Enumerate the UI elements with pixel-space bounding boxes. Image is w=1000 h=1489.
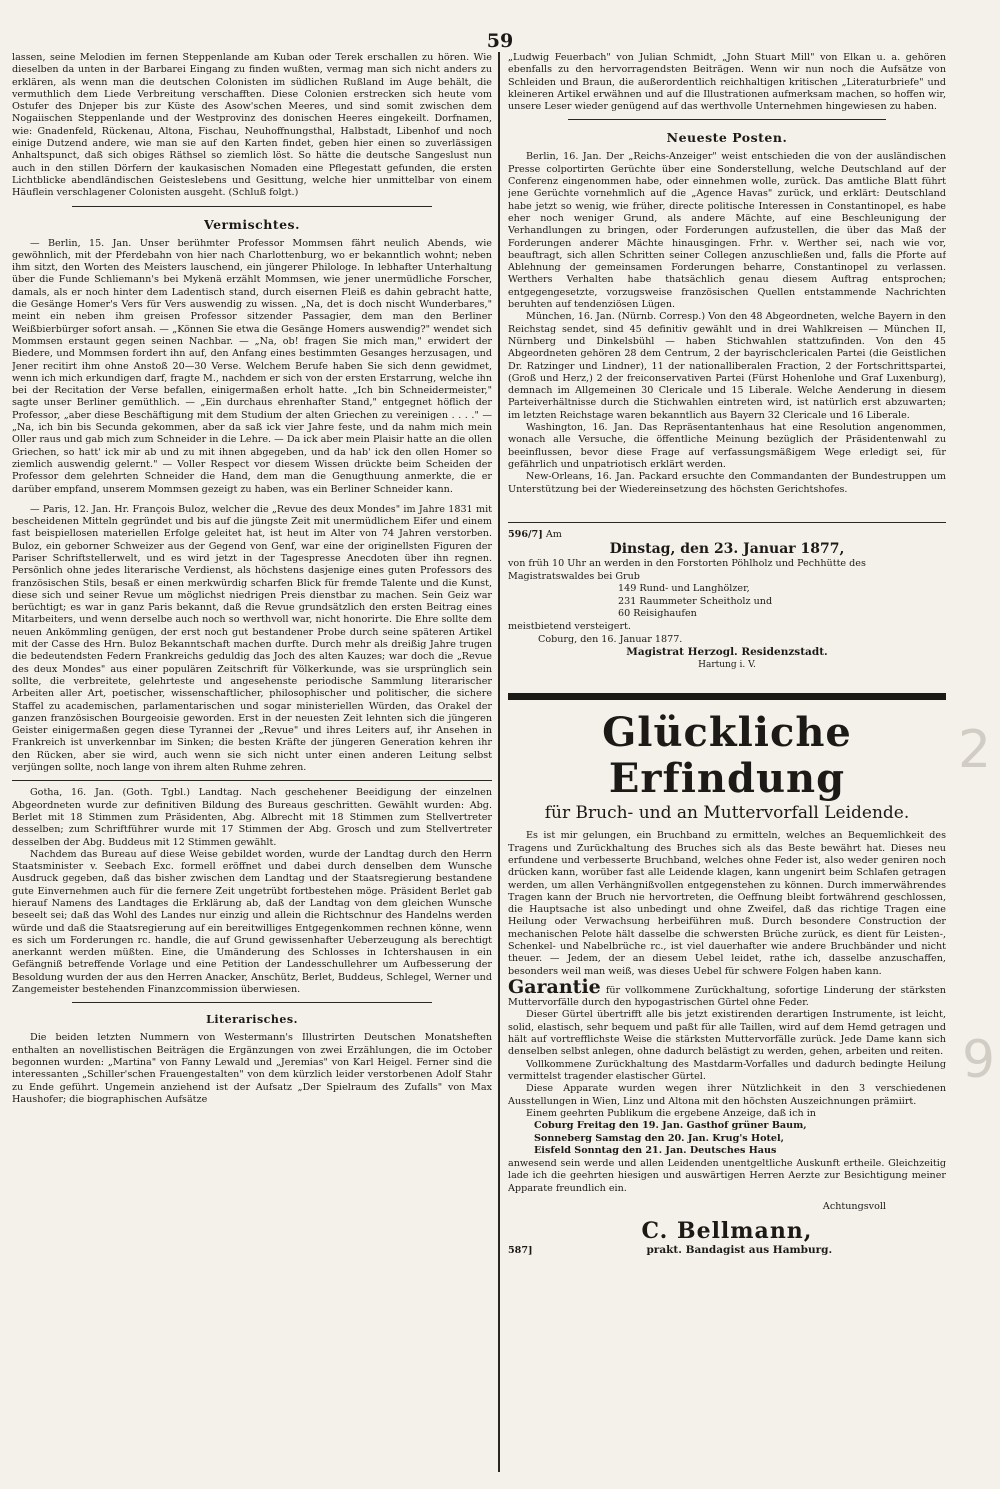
section-heading-literarisches: Literarisches. bbox=[206, 1013, 298, 1027]
ad-garantie-text: für vollkommene Zurückhaltung, sofortige Linderung der stärksten Muttervorfälle durch den hypogastrischen Gürtel ohne Feder. bbox=[508, 984, 946, 1009]
ad-stop: Sonneberg Samstag den 20. Jan. Krug's Hotel, bbox=[534, 1132, 784, 1144]
margin-handwriting: 2 bbox=[958, 720, 992, 780]
ad-garantie-line bbox=[508, 975, 946, 1010]
ad-signature-row bbox=[508, 1244, 946, 1256]
divider bbox=[12, 780, 492, 781]
auction-notice bbox=[508, 529, 946, 672]
ad-signature-name: C. Bellmann, bbox=[641, 1217, 813, 1244]
notice-signed: Hartung i. V. bbox=[698, 659, 756, 670]
margin-handwriting: 9 bbox=[962, 1030, 996, 1090]
news-berlin: Berlin, 16. Jan. Der „Reichs-Anzeiger" weist entschieden die von der ausländischen Presse colportirten Gerüchte über eine Sonderstellung, welche Deutschland auf der Conferenz eingenommen habe, oder einnehmen wolle, zurück. Das amtliche Blatt führt jene Gerüchte vornehmlich auf die „Agence Havas" zurück, und erklärt: Deutschland habe jetzt so wenig, wie früher, directe politische Interessen in Constantinopel, es habe eher noch weniger Grund, als andere Mächte, auf eine Beschleunigung der Verhandlungen zu bringen, oder Forderungen aufzustellen, die über das Maß der Forderungen anderer Mächte hinausgingen. Frhr. v. Werther sei, nach wie vor, beauftragt, sich allen Schritten seiner Collegen anzuschließen und, falls die Pforte auf Ablehnung der gemeinsamen Forderungen beharre, Constantinopel zu verlassen. Werthers Verhalten habe thatsächlich genau diesem Auftrag entsprochen; entgegengesetzte, vorzugsweise französischen Quellen entstammende Nachrichten beruhten auf tendenziösen Lügen. bbox=[508, 151, 946, 311]
page-number: 59 bbox=[486, 30, 514, 52]
article-gotha-landtag-2: Nachdem das Bureau auf diese Weise gebildet worden, wurde der Landtag durch den Herrn Staatsminister v. Seebach Exc. formell eröffnet und dabei durch denselben dem Wunsche Ausdruck gegeben, daß das bisher zwischen dem Landtag und der Staatsregierung bestandene gute Einvernehmen auch für die fernere Zeit ungetrübt fortbestehen möge. Präsident Berlet gab hierauf Namens des Landtages die Erklärung ab, daß der Landtag von dem gleichen Wunsche beseelt sei; daß das Wohl des Landes nur einzig und allein die Richtschnur des Handelns werden würde und daß die Staatsregierung auf ein bereitwilliges Entgegenkommen rechnen könne, wenn es sich um Forderungen rc. handle, die auf Grund gewissenhafter Ueberzeugung als berechtigt anerkannt werden müßten. Eine, die Umänderung des Schlosses in Ichtershausen in ein Gefängniß betreffende Vorlage und eine Petition der Landesschullehrer um Aufbesserung der Besoldung wurden der aus den Herren Anacker, Anschütz, Berlet, Buddeus, Schlegel, Werner und Zangemeister bestehenden Finanzcommission überwiesen. bbox=[12, 848, 492, 996]
notice-items bbox=[508, 583, 946, 621]
ad-paragraph: Es ist mir gelungen, ein Bruchband zu ermitteln, welches an Bequemlichkeit des Tragens und Zurückhaltung des Bruches sich als das Beste bewährt hat. Dieses neu erfundene und verbesserte Bruchband, welches ohne Feder ist, also weder geniren noch drücken kann, worüber fast alle Leidende klagen, kann ungenirt beim Schlafen getragen werden, um allen Verhängnißvollen entgegenstehen zu können. Durch immerwährendes Tragen kann der Bruch nie hervortreten, die Oeffnung bleibt fortwährend geschlossen, die Hauptsache ist also unbedingt und ohne Zweifel, daß das richtige Tragen eine Heilung oder Verwachsung herbeiführen muß. Durch besondere Construction der mechanischen Pelote hält dasselbe die schwersten Brüche zurück, es dient für Leisten-, Schenkel- und Nabelbrüche rc., ist viel dauerhafter wie andere Bruchbänder und nicht theuer. — Jedem, der an diesem Uebel leidet, rathe ich, dasselbe anzuschaffen, besonders weil man weiß, was dieses Uebel für schwere Folgen haben kann. bbox=[508, 830, 946, 977]
ad-paragraph: Diese Apparate wurden wegen ihrer Nützlichkeit in den 3 verschiedenen Ausstellungen in Wien, Linz und Altona mit den höchsten Auszeichnungen prämiirt. bbox=[508, 1083, 946, 1107]
divider bbox=[72, 1002, 432, 1003]
advertisement bbox=[508, 693, 946, 1256]
ad-stop: Eisfeld Sonntag den 21. Jan. Deutsches Haus bbox=[534, 1145, 777, 1157]
ad-subtitle: für Bruch- und an Muttervorfall Leidende. bbox=[544, 803, 910, 824]
article-gotha-landtag: Gotha, 16. Jan. (Goth. Tgbl.) Landtag. Nach geschehener Beeidigung der einzelnen Abgeordneten wurde zur definitiven Bildung des Bureaus geschritten. Gewählt wurden: Abg. Berlet mit 18 Stimmen zum Präsidenten, Abg. Albrecht mit 18 Stimmen zum Stellvertreter desselben; zum Schriftführer wurde mit 17 Stimmen der Abg. Grosch und zum Stellvertreter desselben der Abg. Buddeus mit 12 Stimmen gewählt. bbox=[12, 787, 492, 848]
article-continuation: lassen, seine Melodien im fernen Steppenlande am Kuban oder Terek erschallen zu hören. Wie dieselben da unten in der Barbarei Eingang zu finden wußten, vermag man sich nicht anders zu erklären, als wenn man die deutschen Colonisten im südlichen Rußland im Auge behält, die vermuthlich dem Liede Verbreitung verschafften. Diese Colonien erstrecken sich heute vom Ostufer des Dnjeper bis zur Küste des Asow'schen Meeres, und sind somit zwischen dem Nogaiischen Steppenlande und der Westprovinz des donischen Heeres eingekeilt. Dorfnamen, wie: Gnadenfeld, Rückenau, Altona, Fischau, Neuhoffnungsthal, Halbstadt, Libenhof und noch einige Dutzend andere, wie man sie auf den Karten findet, geben hier einen so zuverlässigen Anhaltspunct, daß sich obiges Räthsel so ziemlich löst. So hätte die deutsche Sangeslust nun auch in den stillen Dörfern der kaukasischen Nomaden eine Pflegestatt gefunden, die ersten Lichtblicke abendländischen Geisteslebens und Gesittung, welche hier unmittelbar von einem Häuflein verschlagener Colonisten ausgeht. (Schluß folgt.) bbox=[12, 52, 492, 199]
section-heading-vermischtes: Vermischtes. bbox=[204, 216, 300, 232]
ad-paragraph: Einem geehrten Publikum die ergebene Anzeige, daß ich in bbox=[526, 1107, 816, 1119]
left-column bbox=[12, 52, 492, 1472]
article-berlin-mommsen: — Berlin, 15. Jan. Unser berühmter Professor Mommsen fährt neulich Abends, wie gewöhnlich, mit der Pferdebahn von hier nach Charlottenburg, wo er bekanntlich wohnt; neben ihm sitzt, den Worten des Meisters lauschend, ein jüngerer Philologe. In lebhafter Unterhaltung über die Funde Schliemann's bei Mykenä erzählt Mommsen, wie jener unermüdliche Forscher, damals, als er noch hinter dem Ladentisch stand, durch eisernen Fleiß es dahin gebracht hatte, die Gesänge Homer's Vers für Vers auswendig zu wissen. „Na, det is doch nischt Wunderbares," meint ein neben ihm greisen Professor sitzender Passagier, dem man den Berliner Weißbierbürger sofort ansah. — „Können Sie etwa die Gesänge Homers auswendig?" wendet sich Mommsen erstaunt gegen seinen Nachbar. — „Na, ob! fragen Sie mich man," erwidert der Biedere, und Mommsen fordert ihn auf, den Anfang eines bestimmten Gesanges herzusagen, und Jener recitirt ihm ohne Anstoß 20—30 Verse. Welchem Berufe haben Sie sich denn gewidmet, wenn ich mich erkundigen darf, fragte M., nachdem er sich von der ersten Erstarrung, welche ihn bei der Recitation der Verse befallen, einigermaßen erholt hatte. „Ich bin Schneidermeister," sagte unser Berliner gemüthlich. — „Ein durchaus ehrenhafter Stand," entgegnet höflich der Professor, „aber diese Beschäftigung mit dem Studium der alten Griechen zu vereinigen . . . ." — „Na, ich bin bis Secunda gekommen, aber da saß ick vier Jahre feste, und da nahm mich mein Oller raus und gab mich zum Schneider in die Lehre. — Da ick aber mein Plaisir hatte an die ollen Griechen, so hatt' ick mir ab und zu mit ihnen abgegeben, und da hab' ick den ollen Homer so ziemlich auswendig gelernt." — Voller Respect vor diesem Wissen drückte beim Scheiden der Professor dem gelehrten Schneider die Hand, dem man die Genugthuung anmerkte, die er darüber empfand, unserem Mommsen gezeigt zu haben, was ein Berliner Schneider kann. bbox=[12, 237, 492, 495]
notice-place-date: Coburg, den 16. Januar 1877. bbox=[538, 633, 683, 645]
ad-ref: 587] bbox=[508, 1244, 533, 1256]
right-column bbox=[508, 52, 946, 1472]
notice-line2: meistbietend versteigert. bbox=[508, 620, 631, 632]
section-heading-neueste-posten: Neueste Posten. bbox=[666, 130, 788, 146]
ad-signature-title: prakt. Bandagist aus Hamburg. bbox=[646, 1243, 833, 1256]
news-muenchen: München, 16. Jan. (Nürnb. Corresp.) Von den 48 Abgeordneten, welche Bayern in den Reichstag sendet, sind 45 definitiv gewählt und in drei Wahlkreisen — München II, Nürnberg und Dinkelsbühl — haben Stichwahlen stattzufinden. Von den 45 Abgeordneten gehören 28 dem Centrum, 2 der bayrischclericalen Partei (die Geistlichen Dr. Ratzinger und Lindner), 11 der nationalliberalen Fraction, 2 der Fortschrittspartei, (Groß und Herz,) 2 der freiconservativen Partei (Fürst Hohenlohe und Graf Luxenburg), demnach im Allgemeinen 30 Clericale und 15 Liberale. Welche Aenderung in diesem Parteiverhältnisse durch die Stichwahlen eintreten wird, ist natürlich erst abzuwarten; im letzten Reichstage waren bekanntlich aus Bayern 32 Clericale und 16 Liberale. bbox=[508, 311, 946, 421]
notice-item: 231 Raummeter Scheitholz und bbox=[618, 595, 773, 607]
column-rule bbox=[498, 52, 500, 1472]
notice-ref: 596/7] bbox=[508, 528, 543, 540]
ad-regards: Achtungsvoll bbox=[822, 1200, 886, 1212]
divider bbox=[568, 119, 886, 120]
notice-line1: von früh 10 Uhr an werden in den Forstorten Pöhlholz und Pechhütte des Magistratswaldes bei Grub bbox=[508, 557, 866, 582]
ad-stops bbox=[508, 1120, 946, 1158]
article-paris-buloz: — Paris, 12. Jan. Hr. François Buloz, welcher die „Revue des deux Mondes" im Jahre 1831 mit bescheidenen Mitteln gegründet und bis auf die jüngste Zeit mit unermüdlichem Eifer und einem fast beispiellosen materiellen Erfolge geleitet hat, ist heut im Alter von 74 Jahren verstorben. Buloz, ein geborner Schweizer aus der Gegend von Genf, war eine der originellsten Figuren der Pariser Schriftstellerwelt, und es wird jetzt in der Tagespresse Anecdoten über ihn regnen. Persönlich ohne jedes literarische Verdienst, als höchstens dasjenige eines guten Professors des französischen Stils, besaß er einen merkwürdig scharfen Blick für fremde Talente und die Kunst, diese sich und seiner Revue um möglichst niedrigen Preis dienstbar zu machen. Sein Geiz war berüchtigt; es war in ganz Paris bekannt, daß die Revue grundsätzlich den ersten Beitrag eines Mitarbeiters, und wenn derselbe auch noch so werthvoll war, nicht honorirte. Die Ehre sollte dem neuen Ankömmling genügen, der erst noch gut bestandener Probe durch seine späteren Artikel mit der Casse des Hrn. Buloz Bekanntschaft machen durfte. Durch mehr als dreißig Jahre trugen die bedeutendsten Federn Frankreichs geduldig das Joch des alten Kauzes; war doch die „Revue des deux Mondes" aus einer populären Zeitschrift für Völkerkunde, was sie ursprünglich sein sollte, die verbreitete, gelehrteste und angesehenste periodische Sammlung literarischer Arbeiten aller Art, poetischer, wissenschaftlicher, philosophischer und politischer, die sichere Staffel zu academischen, parlamentarischen und sogar ministeriellen Würden, das Orakel der ganzen französischen Bourgeoisie geworden. Erst in der neuesten Zeit lehnten sich die jüngeren Geister einigermaßen gegen diese Tyrannei der „Revue" und ihres Leiters auf, ihr Ansehen in Frankreich ist unverkennbar im Sinken; die besten Kräfte der jüngeren Generation kehren ihr den Rücken, aber sie wird, auch wenn sie sich nicht unter einen anderen Leitung selbst verjüngen sollte, noch lange von ihrem alten Ruhme zehren. bbox=[12, 503, 492, 774]
article-continuation-right: „Ludwig Feuerbach" von Julian Schmidt, „John Stuart Mill" von Elkan u. a. gehören ebenfalls zu den hervorragendsten Beiträgen. Wenn wir nun noch die Aufsätze von Schleiden und Braun, die außerordentlich reichhaltigen kritischen „Literaturbriefe" und kleineren Artikel erwähnen und auf die Illustrationen aufmerksam machen, so hoffen wir, unsere Leser wieder genügend auf das werthvolle Unternehmen hingewiesen zu haben. bbox=[508, 52, 946, 113]
ad-paragraph: Dieser Gürtel übertrifft alle bis jetzt existirenden derartigen Instrumente, ist leicht, solid, elastisch, sehr bequem und paßt für alle Taillen, wird auf dem Hemd getragen und hält auf vortrefflichste Weise die stärksten Muttervorfälle zurück. Jede Dame kann sich denselben selbst anlegen, ohne dadurch belästigt zu werden, gehen, arbeiten und reiten. bbox=[508, 1009, 946, 1058]
ad-stop: Coburg Freitag den 19. Jan. Gasthof grüner Baum, bbox=[534, 1120, 807, 1132]
news-new-orleans: New-Orleans, 16. Jan. Packard ersuchte den Commandanten der Bundestruppen um Unterstützung bei der Wiedereinsetzung des höchsten Gerichtshofes. bbox=[508, 471, 946, 495]
notice-am: Am bbox=[545, 528, 562, 540]
ad-paragraph: anwesend sein werde und allen Leidenden unentgeltliche Auskunft ertheile. Gleichzeitig lade ich die geehrten hiesigen und auswärtigen Herren Aerzte zur Besichtigung meiner Apparate freundlich ein. bbox=[508, 1157, 946, 1194]
notice-date: Dinstag, den 23. Januar 1877, bbox=[609, 541, 845, 558]
ad-title: Glückliche Erfindung bbox=[602, 709, 852, 803]
notice-item: 60 Reisighaufen bbox=[618, 608, 697, 620]
notice-authority: Magistrat Herzogl. Residenzstadt. bbox=[626, 646, 828, 659]
news-washington: Washington, 16. Jan. Das Repräsentantenhaus hat eine Resolution angenommen, wonach alle Versuche, die öffentliche Meinung bezüglich der Präsidentenwahl zu beeinflussen, bevor diese Frage auf verfassungsmäßigem Wege erledigt sei, für gefährlich und unpatriotisch erklärt werden. bbox=[508, 422, 946, 470]
divider bbox=[72, 206, 432, 207]
divider bbox=[508, 522, 946, 523]
article-literarisches: Die beiden letzten Nummern von Westermann's Illustrirten Deutschen Monatsheften enthalten an novellistischen Beiträgen die Ergänzungen von zwei Erzählungen, die im October begonnen wurden: „Martina" von Fanny Lewald und „Jeremias" von Karl Heigel. Ferner sind die interessanten „Schiller'schen Frauengestalten" von dem kürzlich leider verstorbenen Adolf Stahr zu Ende geführt. Ungemein anziehend ist der Aufsatz „Der Spielraum des Zufalls" von Max Haushofer; die biographischen Aufsätze bbox=[12, 1032, 492, 1105]
ad-paragraph: Vollkommene Zurückhaltung des Mastdarm-Vorfalles und dadurch bedingte Heilung vermittelst tragender elastischer Gürtel. bbox=[508, 1058, 946, 1082]
ad-garantie: Garantie bbox=[508, 975, 601, 998]
notice-item: 149 Rund- und Langhölzer, bbox=[618, 583, 750, 595]
